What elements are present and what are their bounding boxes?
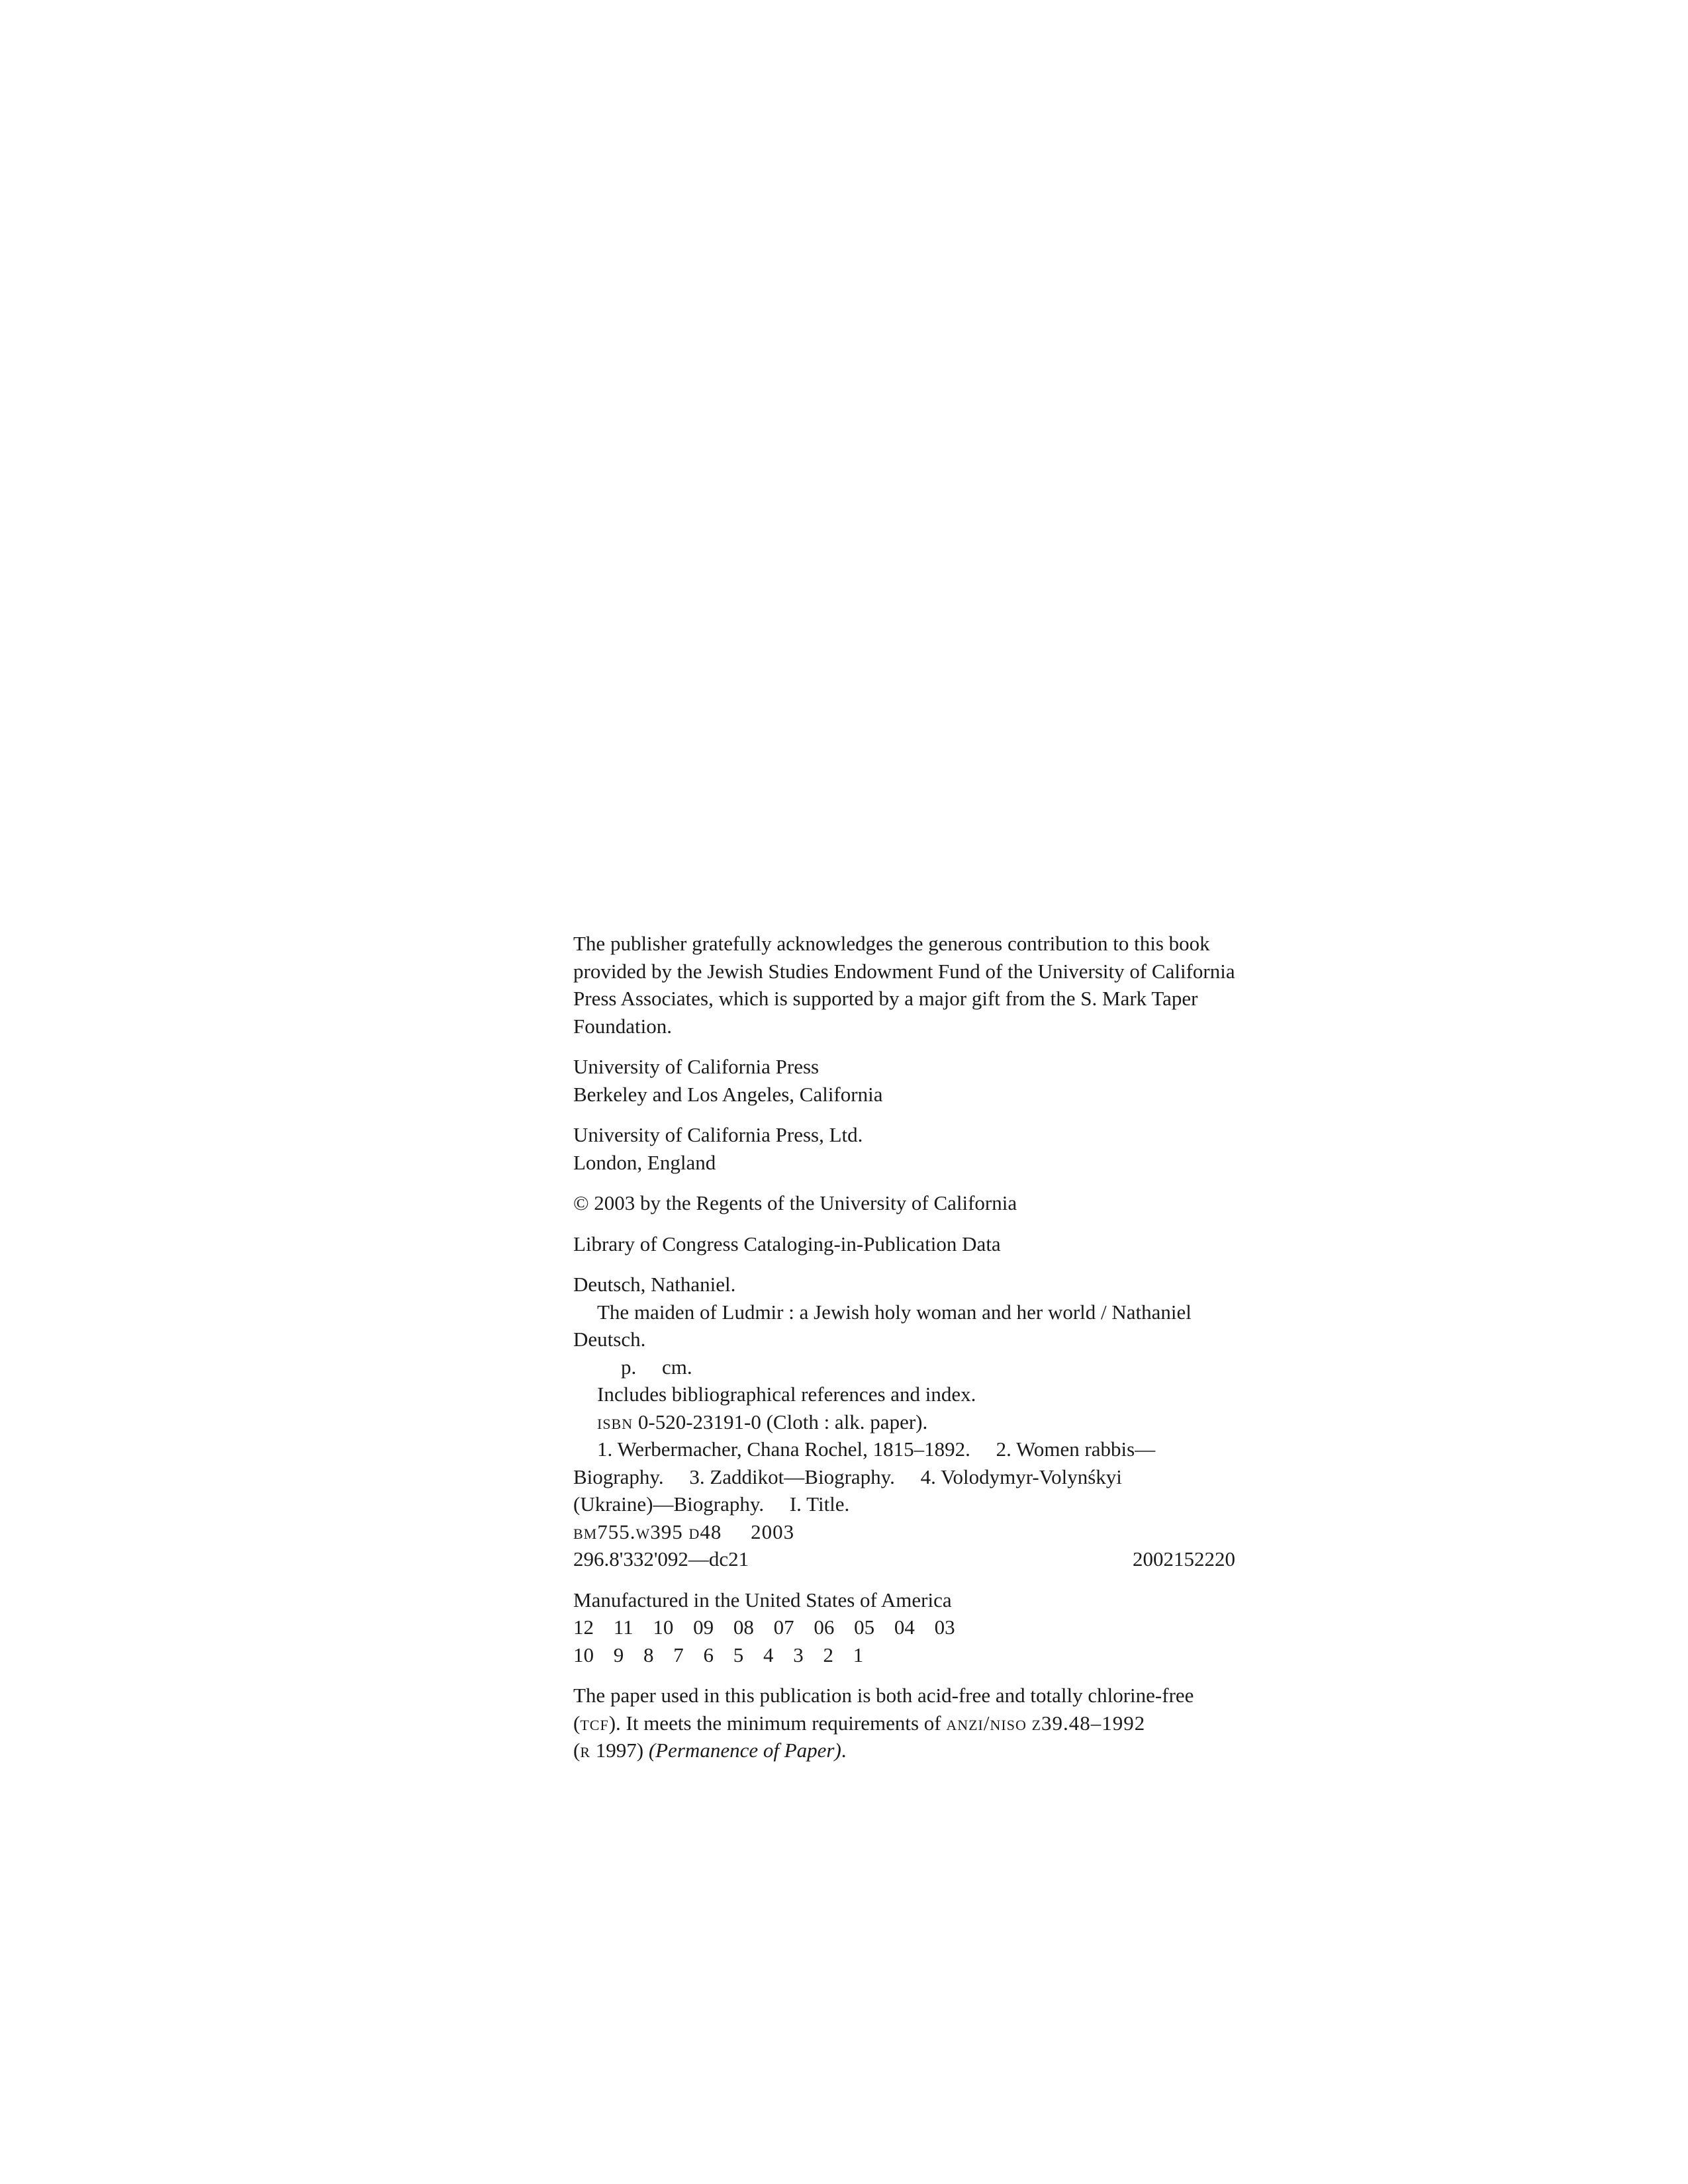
cip-isbn — [573, 1408, 1235, 1436]
publisher-uk-block — [573, 1121, 1235, 1176]
cip-subjects-line3: (Ukraine)—Biography. I. Title. — [573, 1492, 850, 1516]
r-abbrev: r — [580, 1739, 591, 1762]
cip-title: The maiden of Ludmir : a Jewish holy woman and her world / Nathaniel — [597, 1300, 1192, 1324]
isbn-label: isbn — [597, 1410, 633, 1433]
paper-note-line1: The paper used in this publication is both acid-free and totally chlorine-free — [573, 1684, 1194, 1707]
r-year: 1997) — [595, 1739, 644, 1762]
print-year: 04 — [894, 1615, 915, 1639]
manufactured-line: Manufactured in the United States of America — [573, 1588, 952, 1612]
cip-lccn: 2002152220 — [1133, 1547, 1235, 1570]
ansi-abbrev: anzi/niso — [946, 1711, 1027, 1735]
paper-note-line2-text: ). It meets the minimum requirements of — [608, 1711, 941, 1735]
paper-note-line2 — [573, 1709, 1235, 1737]
cip-subjects-line1: 1. Werbermacher, Chana Rochel, 1815–1892. 2. Women rabbis— — [597, 1437, 1156, 1461]
print-years-row — [573, 1614, 1235, 1641]
tcf-abbrev: tcf — [580, 1711, 609, 1735]
print-year: 03 — [934, 1615, 955, 1639]
print-year: 12 — [573, 1615, 594, 1639]
print-runs-row — [573, 1641, 1235, 1669]
publisher-location: Berkeley and Los Angeles, California — [573, 1082, 883, 1106]
print-run: 1 — [853, 1643, 864, 1666]
cip-dewey: 296.8'332'092—dc21 — [573, 1547, 749, 1570]
cip-pagination: p. cm. — [621, 1355, 692, 1379]
paren-open: ( — [573, 1739, 581, 1762]
paper-note-end: . — [841, 1739, 847, 1762]
cip-classification-row — [573, 1545, 1235, 1573]
standard-number: z39.48–1992 — [1031, 1711, 1146, 1735]
print-run: 4 — [763, 1643, 774, 1666]
print-run: 10 — [573, 1643, 594, 1666]
acknowledgment-paragraph: The publisher gratefully acknowledges the generous contribution to this book provided by the Jewish Studies Endowment Fund of the University of California Press Associates, which is supported by a major gift from the S. Mark Taper Foundation. — [573, 932, 1235, 1038]
copyright-page — [573, 930, 1235, 1764]
print-run: 8 — [643, 1643, 654, 1666]
cip-lc-class: bm755.w395 d48 2003 — [573, 1520, 795, 1543]
cip-subjects-line2: Biography. 3. Zaddikot—Biography. 4. Volodymyr-Volynśkyi — [573, 1465, 1122, 1488]
print-year: 09 — [693, 1615, 714, 1639]
cip-author: Deutsch, Nathaniel. — [573, 1273, 736, 1296]
print-year: 08 — [733, 1615, 754, 1639]
permanence-of-paper: (Permanence of Paper) — [648, 1739, 841, 1762]
publisher-uk-location: London, England — [573, 1150, 716, 1174]
publisher-name: University of California Press — [573, 1055, 820, 1078]
copyright-line: © 2003 by the Regents of the University of California — [573, 1191, 1017, 1214]
print-run: 2 — [823, 1643, 833, 1666]
paren-open: ( — [573, 1711, 581, 1735]
print-run: 3 — [793, 1643, 804, 1666]
publisher-uk-name: University of California Press, Ltd. — [573, 1123, 863, 1146]
print-year: 11 — [613, 1615, 633, 1639]
print-run: 9 — [613, 1643, 624, 1666]
cip-title-cont: Deutsch. — [573, 1328, 646, 1351]
paper-note-line3 — [573, 1737, 1235, 1764]
isbn-value: 0-520-23191-0 (Cloth : alk. paper). — [637, 1410, 928, 1433]
print-year: 10 — [653, 1615, 674, 1639]
print-run: 7 — [673, 1643, 684, 1666]
print-year: 07 — [773, 1615, 794, 1639]
publisher-block — [573, 1053, 1235, 1108]
print-run: 6 — [703, 1643, 714, 1666]
cip-notes: Includes bibliographical references and index. — [597, 1383, 976, 1406]
paper-note — [573, 1682, 1235, 1764]
print-year: 06 — [814, 1615, 835, 1639]
print-run: 5 — [733, 1643, 744, 1666]
cip-heading: Library of Congress Cataloging-in-Publication Data — [573, 1232, 1001, 1255]
print-year: 05 — [854, 1615, 875, 1639]
manufacturing-block — [573, 1586, 1235, 1669]
cip-record — [573, 1271, 1235, 1573]
